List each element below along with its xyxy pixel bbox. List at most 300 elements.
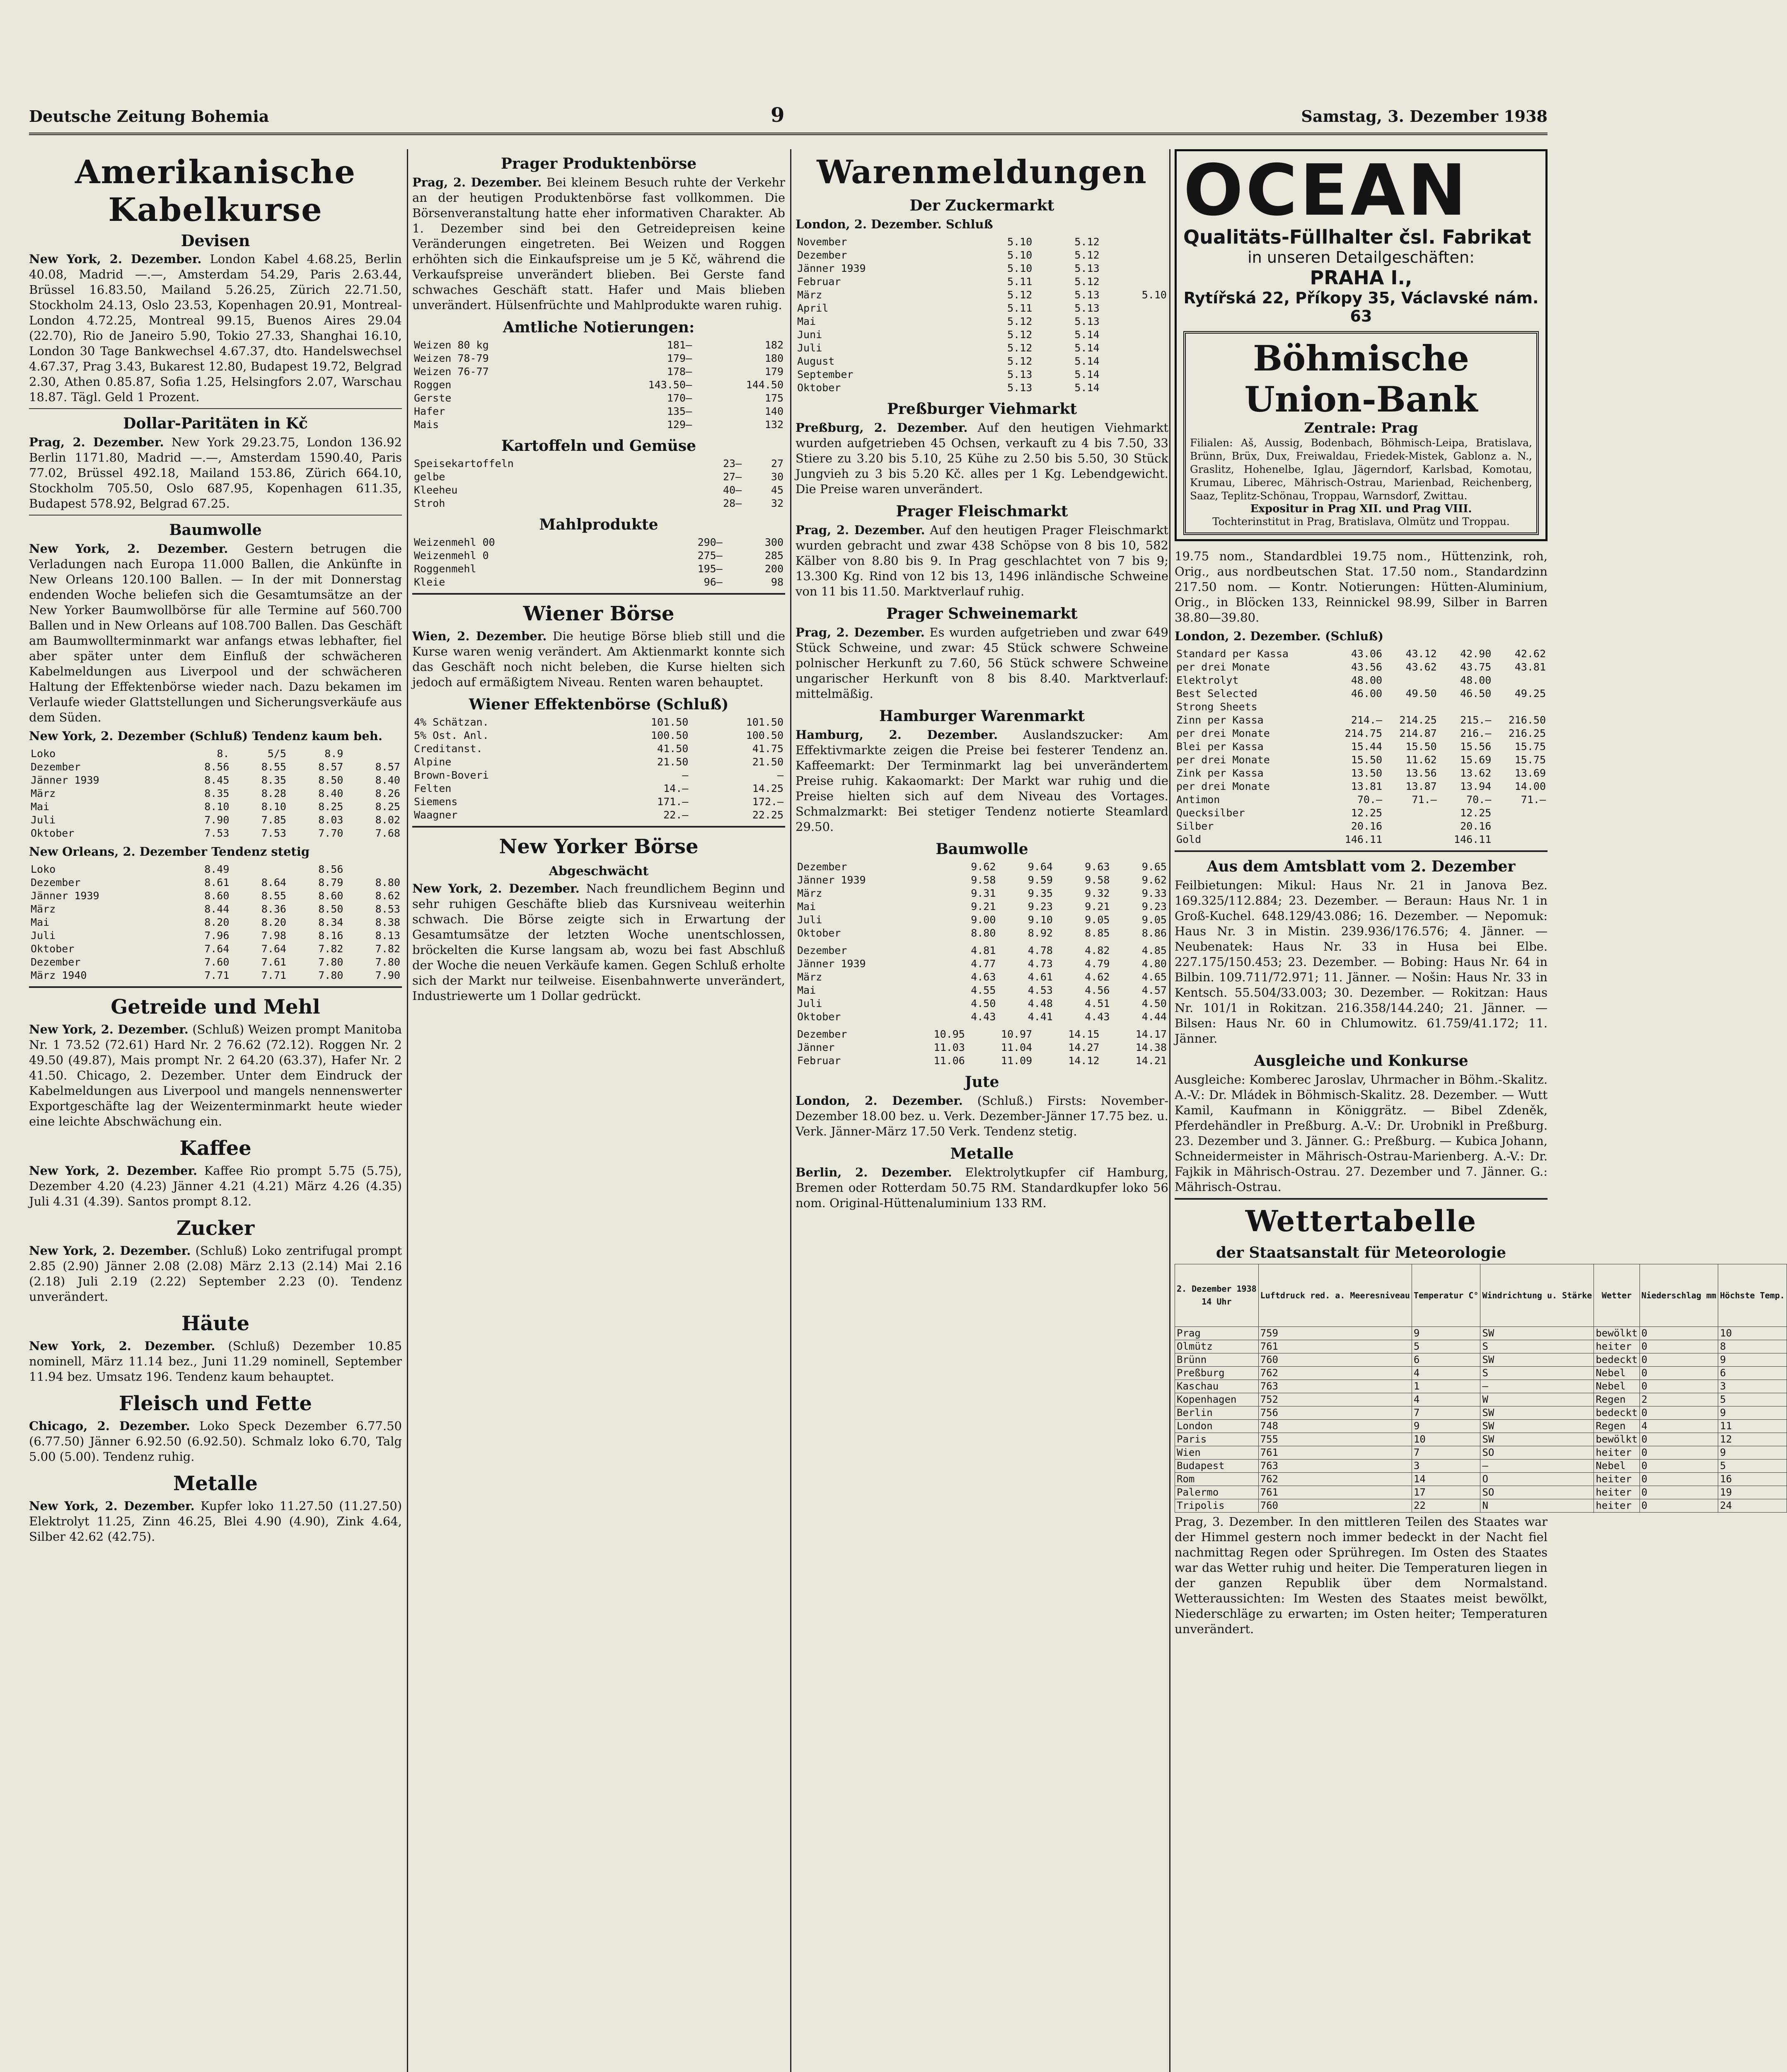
row-value: 761 [1258,1486,1412,1499]
row-label: Juli [797,342,822,354]
row-value: 13.81 [1351,780,1383,792]
row-label: Juni [797,329,822,341]
row-label: Dezember [31,876,81,888]
zuckermarkt-heading: Der Zuckermarkt [909,197,1054,214]
row-value: 180 [764,352,783,364]
devisen-article: New York, 2. Dezember. London Kabel 4.68.25, Berlin 40.08, Madrid —.—, Amsterdam 54.29, Paris 2.63.44, Brüssel 16.83.50, Mailand 5.26.25, Zürich 22.71.50, Stockholm 24.13, Oslo 23.53, Kopenhagen 20.91, Montreal-London 4.72.25, Montreal 99.15, Buenos Aires 29.04 (22.70), Rio de Janeiro 5.90, Tokio 27.33, Shanghai 16.10, London 30 Tage Bankwechsel 4.67.37, dto. Handelswechsel 4.67.37, Prag 3.43, Bukarest 12.80, Budapest 19.72, Belgrad 2.30, Athen 0.85.87, Sofia 1.25, Helsingfors 2.07, Warschau 18.87. Tägl. Geld 1 Prozent. [29,252,402,404]
row-value: 4.81 [971,944,996,956]
row-value: 215.— [1460,714,1492,726]
newspaper-name: Deutsche Zeitung Bohemia [29,107,269,126]
orleans-cotton-table [29,863,402,982]
row-value: 5.11 [1007,302,1033,314]
kartoffeln-table [412,457,785,510]
ocean-city: PRAHA I., [1310,266,1412,289]
hamburg-article: Hamburg, 2. Dezember. Auslandszucker: Am Effektivmarkte zeigen die Preise bei festerer Tendenz an. Kaffeemarkt: Der Terminmarkt lag bei unverändertem Preise ruhig. Kakaomarkt: Der Markt war ruhig und die Preise hielten sich auf dem Niveau des Vortages. Schmalzmarkt: Bei stetiger Tendenz notierte Steamlard 29.50. [796,728,1169,834]
row-value: 172.— [752,796,783,808]
row-value: S [1480,1367,1594,1380]
table-row [796,997,1168,1010]
table-row [796,887,1168,900]
row-value: Nebel [1594,1380,1639,1393]
table-row [1175,714,1548,727]
row-value: 8.45 [204,774,230,786]
row-value: 15.75 [1514,754,1546,766]
column-3 [796,149,1168,1214]
row-value [1101,381,1168,395]
table-row [796,315,1168,328]
fleischmarkt-heading: Prager Fleischmarkt [896,503,1068,520]
row-value: 22.25 [752,809,783,821]
bank-branches: Filialen: Aš, Aussig, Bodenbach, Böhmisch-Leipa, Bratislava, Brünn, Brüx, Dux, Freiwaldau, Friedek-Mistek, Gablonz a. N., Graslitz, Hohenelbe, Iglau, Jägerndorf, Karlsbad, Komotau, Krumau, Liberec, Mährisch-Ostrau, Marienbad, Reichenberg, Saaz, Teplitz-Schönau, Troppau, Warnsdorf, Zwittau. [1190,437,1532,502]
row-value [1101,302,1168,315]
row-value: 16 [1718,1473,1787,1486]
table-row [412,576,785,589]
row-value [231,863,288,876]
row-value: 8 [1718,1340,1787,1353]
row-value: SW [1480,1353,1594,1367]
row-label: Kleeheu [414,484,458,496]
row-value: 7.80 [375,956,400,968]
row-label: Waagner [414,809,458,821]
row-value: 4.77 [971,958,996,970]
row-label: Hafer [414,405,445,417]
table-row [796,235,1168,249]
row-label: Dezember [31,956,81,968]
row-label: Weizenmehl 0 [414,549,489,562]
row-value: 4.41 [1028,1011,1053,1023]
row-label: Felten [414,782,452,794]
table-row [1175,1473,1787,1486]
row-value: 762 [1258,1473,1412,1486]
table-row [1175,767,1548,780]
row-value: 10.95 [933,1028,965,1040]
row-value: 9.62 [971,861,996,873]
row-label: Dezember [797,249,847,261]
row-value: 8.62 [375,890,400,902]
row-value: — [682,769,689,781]
row-value: 12.25 [1460,807,1492,819]
getreide-table [412,339,785,431]
row-label: Wien [1175,1446,1259,1460]
row-value: 4.65 [1141,971,1167,983]
row-label: März 1940 [31,969,87,981]
row-value: 146.11 [1454,833,1492,845]
row-label: Juli [797,997,822,1009]
row-label: Speisekartoffeln [414,457,514,470]
row-value: 216.50 [1508,714,1546,726]
row-label: Prag [1175,1327,1259,1340]
row-value: 7.64 [261,943,286,955]
row-label: Gold [1176,833,1202,845]
row-value: 46.50 [1460,687,1492,700]
effekten-table [412,716,785,822]
row-label: Oktober [31,827,75,839]
ocean-logo: OCEAN [1183,150,1469,232]
table-row [1175,1406,1787,1420]
row-value: 5.12 [1007,289,1033,301]
row-value [1101,315,1168,328]
row-value: 5.13 [1074,315,1100,327]
table-row [796,341,1168,355]
row-value: 13.69 [1514,767,1546,779]
row-value: 9 [1718,1353,1787,1367]
row-value: W [1480,1393,1594,1406]
fleischmarkt-article: Prag, 2. Dezember. Auf den heutigen Prager Fleischmarkt wurden gebracht und zwar 438 Schöpse von 8 bis 10, 582 Kälber von 8.80 bis 9. In Prag geschlachtet von 7 bis 9; 13.300 Kg. Rind von 12 bis 13, 1496 inländische Schweine von 11 bis 11.50. Marktverlauf ruhig. [796,523,1168,598]
table-row [412,549,785,562]
row-value: 7.53 [261,827,286,839]
bremen-table [796,860,1168,940]
row-value: 5.13 [1007,368,1033,380]
row-label: März [797,971,822,983]
row-value: 214.87 [1399,727,1437,739]
row-label: Februar [797,1055,841,1067]
row-label: Jänner [797,1041,835,1053]
row-value: 7.85 [261,814,286,826]
table-row [29,787,402,800]
row-label: Dezember [797,861,847,873]
row-value: SO [1480,1486,1594,1499]
ocean-advertisement [1175,149,1548,541]
row-value: 8.57 [375,761,400,773]
row-value: 8.25 [318,801,343,813]
row-value: 43.62 [1405,661,1437,673]
row-label: Siemens [414,796,458,808]
page-header [29,104,1548,135]
row-label: Weizen 76-77 [414,366,489,378]
row-value: 21.50 [752,756,783,768]
row-label: per drei Monate [1176,727,1270,739]
row-value [1101,275,1168,288]
row-label: Mai [31,801,50,813]
row-value: 4.80 [1141,958,1167,970]
row-value: 8.55 [261,761,286,773]
kaffee-article: New York, 2. Dezember. Kaffee Rio prompt 5.75 (5.75), Dezember 4.20 (4.23) Jänner 4.21 (4.21) März 4.26 (4.35) Juli 4.31 (4.39). Santos prompt 8.12. [29,1164,402,1208]
row-value: 170— [667,392,692,404]
row-value: Nebel [1594,1367,1639,1380]
row-value: 7 [1412,1446,1480,1460]
row-value: 10.97 [1001,1028,1033,1040]
row-value: 22.— [663,809,689,821]
row-value: 14.25 [752,782,783,794]
ocean-line1: Qualitäts-Füllhalter čsl. Fabrikat [1183,226,1531,248]
row-value: 11.03 [933,1041,965,1053]
row-value: 8.03 [318,814,343,826]
london-metal-heading: London, 2. Dezember. (Schluß) [1175,629,1384,643]
row-value: heiter [1594,1486,1639,1499]
row-value: 12 [1718,1433,1787,1446]
row-value: 9.64 [1028,861,1053,873]
row-label: Gerste [414,392,452,404]
table-row [29,956,402,969]
row-value: 8.40 [375,774,400,786]
table-row [412,352,785,365]
row-value: 43.56 [1351,661,1383,673]
row-value: 70.— [1466,794,1492,806]
row-value: 135— [667,405,692,417]
row-label: Brown-Boveri [414,769,489,781]
row-value: 4.43 [1085,1011,1110,1023]
row-value: 171.— [657,796,689,808]
row-value: 13.94 [1460,780,1492,792]
getreide-heading: Getreide und Mehl [111,995,320,1019]
row-value: 8.20 [261,916,286,928]
row-value: 13.56 [1405,767,1437,779]
table-row [412,484,785,497]
kaffee-heading: Kaffee [179,1137,251,1160]
row-value: 9.58 [1085,874,1110,886]
row-value [1493,820,1548,833]
row-value: 2 [1639,1393,1718,1406]
row-value: 5.10 [1141,289,1167,301]
row-value: 10 [1718,1327,1787,1340]
table-row [796,249,1168,262]
row-label: Dezember [31,761,81,773]
row-value: 14.38 [1135,1041,1167,1053]
row-label: Silber [1176,820,1214,832]
row-label: September [797,368,854,380]
row-value: 762 [1258,1367,1412,1380]
table-row [796,288,1168,302]
bank-subtitle: Zentrale: Prag [1304,420,1418,436]
row-label: per drei Monate [1176,780,1270,792]
row-value: 8.80 [971,927,996,939]
row-value: 216.— [1460,727,1492,739]
row-value: 8.49 [204,863,230,875]
row-value: 49.50 [1405,687,1437,700]
row-value: 8.60 [204,890,230,902]
row-label: Brünn [1175,1353,1259,1367]
row-value [1384,674,1439,687]
row-value: 45 [771,484,783,496]
row-value: 0 [1639,1499,1718,1513]
row-value: 41.75 [752,743,783,755]
row-value [1101,328,1168,341]
table-row [796,1028,1168,1041]
row-value: 13.62 [1460,767,1492,779]
row-value: 8.13 [375,929,400,942]
table-row [412,470,785,484]
row-value: 14.— [663,782,689,794]
table-row [1175,1499,1787,1513]
row-value: 4.55 [971,984,996,996]
row-value [1329,700,1384,714]
row-label: Dezember [797,1028,847,1040]
haeute-heading: Häute [181,1312,250,1335]
row-value: 275— [697,549,723,562]
row-value: 9.05 [1141,914,1167,926]
row-value: 9.31 [971,887,996,899]
row-value: 11 [1718,1420,1787,1433]
row-value: 9.63 [1085,861,1110,873]
table-row [796,1041,1168,1054]
row-value: 27— [723,471,742,483]
row-value: 7.68 [375,827,400,839]
row-value: 763 [1258,1460,1412,1473]
row-value: 7.61 [261,956,286,968]
row-value: 30 [771,471,783,483]
table-row [796,355,1168,368]
row-value: 195— [697,563,723,575]
fleisch-heading: Fleisch und Fette [119,1392,312,1415]
row-value [1101,249,1168,262]
row-label: Alpine [414,756,452,768]
table-row [1175,1353,1787,1367]
row-value: 8.85 [1085,927,1110,939]
row-value: 7.90 [204,814,230,826]
bank-foot: Tochterinstitut in Prag, Bratislava, Olmütz und Troppau. [1212,516,1510,528]
table-row [29,863,402,876]
row-label: März [31,903,56,915]
row-value: 5 [1718,1393,1787,1406]
row-value: 4.50 [1141,997,1167,1009]
row-value: 28— [723,497,742,509]
row-value [1101,355,1168,368]
row-value: 4.44 [1141,1011,1167,1023]
row-value: 9.21 [1085,900,1110,913]
row-label: Kaschau [1175,1380,1259,1393]
hamburg-heading: Hamburger Warenmarkt [879,707,1085,725]
fleisch-article: Chicago, 2. Dezember. Loko Speck Dezember 6.77.50 (6.77.50) Jänner 6.92.50 (6.92.50). Schmalz loko 6.70, Talg 5.00 (5.00). Tendenz ruhig. [29,1419,402,1464]
table-row [29,827,402,840]
row-value: 101.50 [746,716,783,728]
row-label: Mai [797,900,816,913]
row-value: 8.36 [261,903,286,915]
row-value: SW [1480,1327,1594,1340]
row-value: Regen [1594,1420,1639,1433]
row-value: 71.— [1521,794,1546,806]
row-value: 7.90 [375,969,400,981]
row-value [1101,262,1168,275]
row-value: 290— [697,536,723,548]
row-value: 20.16 [1460,820,1492,832]
table-row [796,860,1168,874]
row-value: 20.16 [1351,820,1383,832]
row-value: 8.35 [204,787,230,799]
row-value: Nebel [1594,1460,1639,1473]
row-value: 8.57 [318,761,343,773]
row-value: 46.00 [1351,687,1383,700]
table-row [796,368,1168,381]
table-row [1175,1327,1787,1340]
schweinemarkt-article: Prag, 2. Dezember. Es wurden aufgetrieben und zwar 649 Stück Schweine, und zwar: 45 Stück schwere Schweine polnischer Herkunft zu 7.60, 56 Stück schwere Schweine ungarischer Herkunft von 8 bis 8.40. Marktverlauf: mittelmäßig. [796,625,1169,701]
row-value: 9.58 [971,874,996,886]
row-value: 4.79 [1085,958,1110,970]
row-value: 143.50— [648,379,692,391]
row-value: 100.50 [746,729,783,741]
table-row [29,942,402,956]
vieh-heading: Preßburger Viehmarkt [887,400,1077,418]
row-value: 9.59 [1028,874,1053,886]
row-value: 5.13 [1074,302,1100,314]
table-row [1175,700,1548,714]
table-row [412,405,785,418]
row-value: 7.71 [204,969,230,981]
table-row [1175,780,1548,793]
column-divider [790,149,791,2072]
row-value: 4.85 [1141,944,1167,956]
row-value: 22 [1412,1499,1480,1513]
row-value: 9.35 [1028,887,1053,899]
row-value: 5.12 [1074,249,1100,261]
table-row [796,944,1168,957]
bank-title: Böhmische Union-Bank [1244,338,1478,420]
row-value: bewölkt [1594,1327,1639,1340]
row-value: 43.75 [1460,661,1492,673]
row-value: 9.21 [971,900,996,913]
table-row [1175,1340,1787,1353]
row-label: Juli [31,929,56,942]
table-row [412,418,785,431]
table-row [412,339,785,352]
row-value: 42.90 [1460,648,1492,660]
row-label: Paris [1175,1433,1259,1446]
row-value: 7.64 [204,943,230,955]
kartoffeln-heading: Kartoffeln und Gemüse [501,437,696,455]
row-label: per drei Monate [1176,661,1270,673]
table-row [29,876,402,889]
row-label: November [797,236,847,248]
row-value: 8.28 [261,787,286,799]
row-value: 5/5 [267,748,286,760]
row-value: bewölkt [1594,1433,1639,1446]
row-value: 98 [771,576,783,588]
table-row [1175,1367,1787,1380]
row-value: heiter [1594,1446,1639,1460]
issue-date: Samstag, 3. Dezember 1938 [1301,107,1548,126]
weather-header-row [1175,1264,1787,1327]
table-row [796,275,1168,288]
row-value: 7.98 [261,929,286,942]
row-value: 9 [1718,1406,1787,1420]
mahl-heading: Mahlprodukte [539,516,658,533]
row-value: 761 [1258,1340,1412,1353]
row-value: 9.10 [1028,914,1053,926]
weather-body [1175,1327,1787,1513]
row-value: 4.73 [1028,958,1053,970]
table-row [29,903,402,916]
row-value: 8.86 [1141,927,1167,939]
row-value: 14.12 [1068,1055,1100,1067]
alexandria-table [796,1028,1168,1067]
section-title-warenmeldungen: Warenmeldungen [817,153,1147,191]
notierungen-heading: Amtliche Notierungen: [503,319,695,336]
row-value: 0 [1639,1327,1718,1340]
row-value: S [1480,1340,1594,1353]
dollar-article: Prag, 2. Dezember. New York 29.23.75, London 136.92 Berlin 1171.80, Madrid —.—, Amsterdam 1590.40, Paris 77.02, Brüssel 492.18, Mailand 153.86, Zürich 664.10, Stockholm 705.50, Oslo 687.95, Kopenhagen 611.35, Budapest 578.92, Belgrad 67.25. [29,435,402,511]
row-value: 0 [1639,1406,1718,1420]
table-row [1175,740,1548,753]
zucker-table [796,235,1168,395]
row-value: 146.11 [1344,833,1383,845]
row-value: 9.33 [1141,887,1167,899]
row-value: 100.50 [651,729,689,741]
row-value: 8.26 [375,787,400,799]
row-value: bedeckt [1594,1353,1639,1367]
table-row [412,742,785,755]
table-row [412,808,785,822]
row-value: 42.62 [1514,648,1546,660]
row-value: 15.69 [1460,754,1492,766]
table-row [1175,1380,1787,1393]
row-label: Quecksilber [1176,807,1245,819]
row-value: 48.00 [1460,674,1492,686]
row-label: Berlin [1175,1406,1259,1420]
row-value: 5.12 [1007,355,1033,367]
weather-date-head: 2. Dezember 1938 14 Uhr [1175,1264,1259,1327]
row-label: Jänner 1939 [31,774,99,786]
table-row [796,381,1168,395]
table-row [412,497,785,510]
row-value: 5.12 [1074,236,1100,248]
